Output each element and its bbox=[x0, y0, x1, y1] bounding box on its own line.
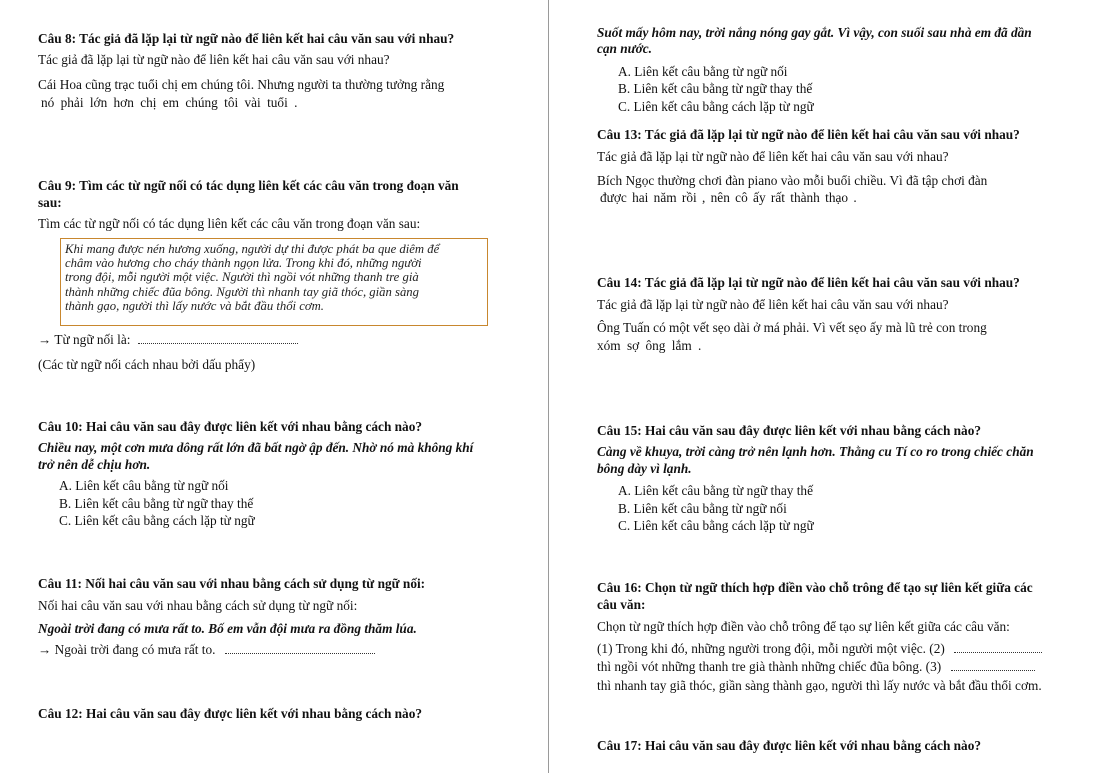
question-9-passage-box bbox=[60, 238, 488, 326]
question-14-prompt: Tác giả đã lặp lại từ ngữ nào để liên kết hai câu văn sau với nhau? bbox=[597, 297, 949, 312]
question-12-sentence-line2: cạn nước. bbox=[597, 41, 652, 56]
question-12-option-a[interactable]: A. Liên kết câu bằng từ ngữ nối bbox=[618, 64, 788, 79]
question-14-sentence-line2[interactable]: xóm sợ ông lắm . bbox=[597, 338, 702, 353]
question-11-sentence: Ngoài trời đang có mưa rất to. Bố em vẫn đội mưa ra đồng thăm lúa. bbox=[38, 621, 417, 636]
question-11-answer-row bbox=[38, 642, 375, 658]
question-16-line2: thì ngồi vót những thanh tre già thành những chiếc đũa bông. (3) bbox=[597, 659, 942, 674]
question-16-line2-row bbox=[597, 659, 1035, 675]
question-11-answer-label: → Ngoài trời đang có mưa rất to. bbox=[38, 642, 216, 657]
question-12-title: Câu 12: Hai câu văn sau đây được liên kết với nhau bằng cách nào? bbox=[38, 706, 423, 721]
question-16-prompt: Chọn từ ngữ thích hợp điền vào chỗ trông để tạo sự liên kết giữa các câu văn: bbox=[597, 619, 1010, 634]
passage-line: thành gạo, người thì lấy nước và bắt đầu thổi cơm. bbox=[65, 298, 324, 313]
question-13-sentence-line1[interactable]: Bích Ngọc thường chơi đàn piano vào mỗi buổi chiều. Vì đã tập chơi đàn bbox=[597, 173, 988, 188]
question-10-option-c[interactable]: C. Liên kết câu bằng cách lặp từ ngữ bbox=[59, 513, 255, 528]
question-14-sentence-line1[interactable]: Ông Tuấn có một vết sẹo dài ở má phải. Vì vết sẹo ấy mà lũ trẻ con trong bbox=[597, 320, 987, 335]
question-15-option-c[interactable]: C. Liên kết câu bằng cách lặp từ ngữ bbox=[618, 518, 814, 533]
question-17-title: Câu 17: Hai câu văn sau đây được liên kết với nhau bằng cách nào? bbox=[597, 738, 982, 753]
passage-line: châm vào hương cho cháy thành ngọn lửa. Trong khi đó, những người bbox=[65, 256, 422, 271]
question-13-sentence-line2[interactable]: được hai năm rồi , nên cô ấy rất thành thạo . bbox=[600, 190, 857, 205]
question-9-title-line1: Câu 9: Tìm các từ ngữ nối có tác dụng liên kết các câu văn trong đoạn văn bbox=[38, 178, 459, 193]
question-15-title: Câu 15: Hai câu văn sau đây được liên kết với nhau bằng cách nào? bbox=[597, 423, 982, 438]
question-9-answer-row bbox=[38, 332, 298, 348]
question-15-sentence-line1: Càng về khuya, trời càng trở nên lạnh hơn. Thằng cu Tí co ro trong chiếc chăn bbox=[597, 444, 1034, 459]
question-16-title-line1: Câu 16: Chọn từ ngữ thích hợp điền vào chỗ trông để tạo sự liên kết giữa các bbox=[597, 580, 1033, 595]
question-12-sentence-line1: Suốt mấy hôm nay, trời nắng nóng gay gắt. Vì vậy, con suối sau nhà em đã dần bbox=[597, 25, 1032, 40]
question-16-line3: thì nhanh tay giã thóc, giần sàng thành gạo, người thì lấy nước và bắt đầu thổi cơm. bbox=[597, 678, 1042, 693]
question-9-note: (Các từ ngữ nối cách nhau bởi dấu phẩy) bbox=[38, 357, 256, 372]
question-10-title: Câu 10: Hai câu văn sau đây được liên kết với nhau bằng cách nào? bbox=[38, 419, 423, 434]
question-15-option-a[interactable]: A. Liên kết câu bằng từ ngữ thay thế bbox=[618, 483, 813, 498]
question-13-prompt: Tác giả đã lặp lại từ ngữ nào để liên kết hai câu văn sau với nhau? bbox=[597, 149, 949, 164]
passage-line: Khi mang được nén hương xuống, người dự thi được phát ba que diêm để bbox=[65, 242, 440, 256]
question-11-answer-input[interactable] bbox=[225, 644, 375, 654]
question-8-sentence-line2[interactable]: nó phải lớn hơn chị em chúng tôi vài tuổi . bbox=[41, 95, 298, 110]
question-9-answer-label: → Từ ngữ nối là: bbox=[38, 332, 131, 347]
question-8-title: Câu 8: Tác giả đã lặp lại từ ngữ nào để liên kết hai câu văn sau với nhau? bbox=[38, 31, 455, 46]
question-8-sentence-line1[interactable]: Cái Hoa cũng trạc tuổi chị em chúng tôi. Nhưng người ta thường tưởng rằng bbox=[38, 77, 445, 92]
question-16-line1: (1) Trong khi đó, những người trong đội, mỗi người một việc. (2) bbox=[597, 641, 945, 656]
passage-line: trong đội, mỗi người một việc. Người thì ngồi vót những thanh tre già bbox=[65, 270, 419, 285]
question-14-title: Câu 14: Tác giả đã lặp lại từ ngữ nào để liên kết hai câu văn sau với nhau? bbox=[597, 275, 1020, 290]
question-9-title-line2: sau: bbox=[38, 195, 62, 210]
question-15-option-b[interactable]: B. Liên kết câu bằng từ ngữ nối bbox=[618, 501, 787, 516]
question-15-sentence-line2: bông dày vì lạnh. bbox=[597, 461, 692, 476]
question-12-option-c[interactable]: C. Liên kết câu bằng cách lặp từ ngữ bbox=[618, 99, 814, 114]
question-16-line1-row bbox=[597, 641, 1042, 657]
question-12-option-b[interactable]: B. Liên kết câu bằng từ ngữ thay thế bbox=[618, 81, 813, 96]
question-9-answer-input[interactable] bbox=[138, 334, 298, 344]
question-8-prompt: Tác giả đã lặp lại từ ngữ nào để liên kết hai câu văn sau với nhau? bbox=[38, 52, 390, 67]
question-9-prompt: Tìm các từ ngữ nối có tác dụng liên kết các câu văn trong đoạn văn sau: bbox=[38, 216, 421, 231]
passage-line: thành những chiếc đũa bông. Người thì nhanh tay giã thóc, giần sàng bbox=[65, 284, 419, 299]
question-10-option-b[interactable]: B. Liên kết câu bằng từ ngữ thay thế bbox=[59, 496, 254, 511]
question-10-option-a[interactable]: A. Liên kết câu bằng từ ngữ nối bbox=[59, 478, 229, 493]
question-11-title: Câu 11: Nối hai câu văn sau với nhau bằng cách sử dụng từ ngữ nối: bbox=[38, 576, 426, 591]
question-16-blank-3[interactable] bbox=[951, 661, 1035, 671]
question-13-title: Câu 13: Tác giả đã lặp lại từ ngữ nào để liên kết hai câu văn sau với nhau? bbox=[597, 127, 1020, 142]
question-16-blank-2[interactable] bbox=[954, 643, 1042, 653]
question-11-prompt: Nối hai câu văn sau với nhau bằng cách sử dụng từ ngữ nối: bbox=[38, 598, 358, 613]
question-10-sentence-line2: trở nên dễ chịu hơn. bbox=[38, 457, 151, 472]
question-16-title-line2: câu văn: bbox=[597, 597, 646, 612]
column-divider bbox=[548, 0, 549, 773]
question-10-sentence-line1: Chiều nay, một cơn mưa dông rất lớn đã bất ngờ ập đến. Nhờ nó mà không khí bbox=[38, 440, 474, 455]
